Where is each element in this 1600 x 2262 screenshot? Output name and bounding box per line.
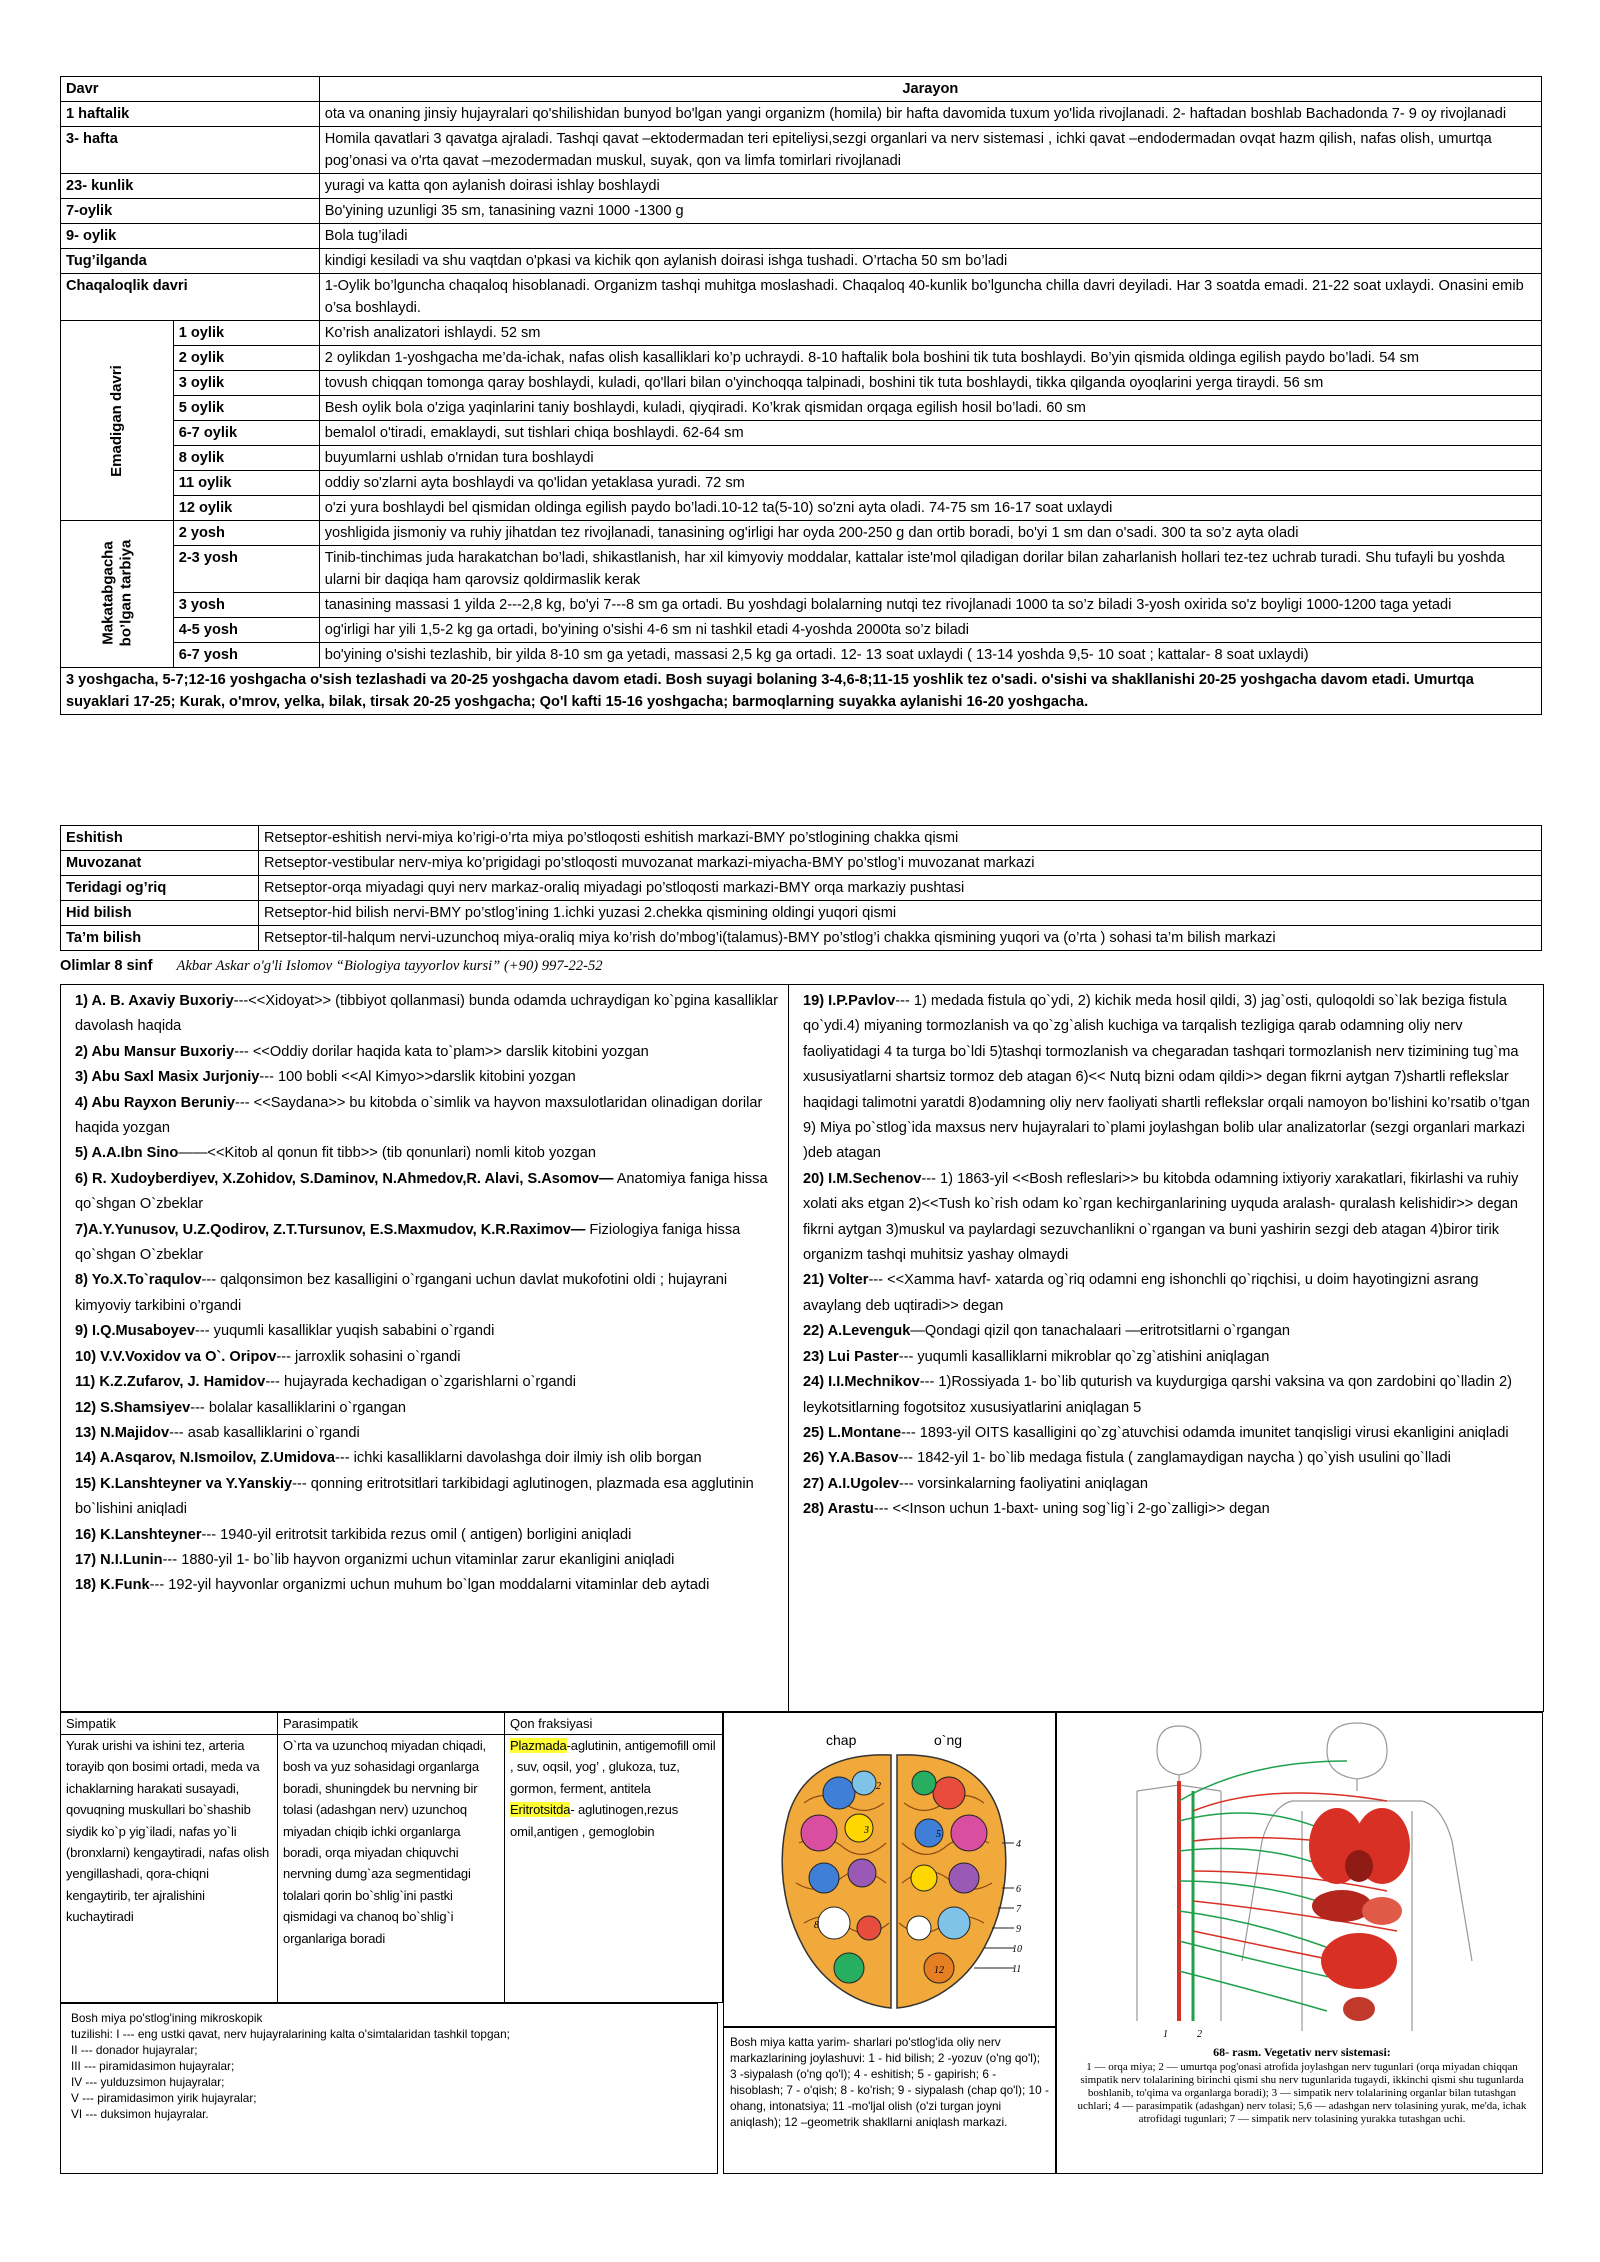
process-cell: 1-Oylik bo’lguncha chaqaloq hisoblanadi. Organizm tashqi muhitga moslashadi. Chaqaloq 40-kunlik bo’lguncha chilla davri deyiladi. Har 3 soatda emadi. 21-22 soat uxlaydi. Onasini emib o’sa boshlaydi. bbox=[319, 274, 1541, 321]
header-process: Jarayon bbox=[319, 77, 1541, 102]
scholar-contribution: --- asab kasalliklarini o`rgandi bbox=[169, 1424, 360, 1441]
scholar-contribution: --- jarroxlik sohasini o`rgandi bbox=[276, 1348, 461, 1365]
table-row bbox=[61, 346, 1542, 371]
preschool-period-label: Makatabgacha bo’lgan tarbiya bbox=[61, 521, 174, 668]
cortex-structure-box bbox=[60, 2003, 718, 2174]
scholar-entry bbox=[75, 1396, 779, 1421]
cortex-line: II --- donador hujayralar; bbox=[71, 2043, 198, 2057]
stomach-organ bbox=[1362, 1897, 1402, 1925]
analyzer-name: Ta’m bilish bbox=[61, 926, 259, 951]
scholars-left-column bbox=[75, 989, 779, 1599]
center-region bbox=[823, 1777, 855, 1809]
process-cell: Tinib-tinchimas juda harakatchan bo’ladi, shikastlanish, har xil kimyoviy moddalar, kattalar iste'mol qiladigan dorilar bilan zaharlanish hollari tez-tez uchrab turadi. Shu tufayli bu yoshda ularni bir daqiqa ham qarovsiz qoldirmaslik kerak bbox=[319, 546, 1541, 593]
process-cell: og'irligi har yili 1,5-2 kg ga ortadi, bo'yining o'sishi 4-6 sm ni tashkil etadi 4-yoshda 2000ta so’z biladi bbox=[319, 618, 1541, 643]
scholar-entry bbox=[75, 1040, 779, 1065]
center-region bbox=[949, 1863, 979, 1893]
scholar-entry bbox=[803, 1421, 1533, 1446]
region-number: 2 bbox=[876, 1781, 881, 1792]
scholar-name: 10) V.V.Voxidov va O`. Oripov bbox=[75, 1348, 277, 1365]
scholar-entry bbox=[75, 989, 779, 1040]
center-region bbox=[852, 1771, 876, 1795]
scholar-contribution: --- vorsinkalarning faoliyatini aniqlagan bbox=[898, 1475, 1149, 1492]
scholar-name: 2) Abu Mansur Buxoriy bbox=[75, 1043, 235, 1060]
table-row bbox=[61, 826, 1542, 851]
period-cell: Chaqaloqlik davri bbox=[61, 274, 320, 321]
region-number: 6 bbox=[1016, 1884, 1021, 1895]
scholar-name: 27) A.I.Ugolev bbox=[803, 1475, 899, 1492]
table-row bbox=[61, 593, 1542, 618]
center-region bbox=[912, 1771, 936, 1795]
scholar-contribution: --- 1) 1863-yil <<Bosh refleslari>> bu kitobda odamning ixtiyoriy xarakatlari, fikirlashi va ruhiy xolati aks etgan 2)<<Tush ko`rish odam ko`rgan kechirganlarining uyquda aralash- quralash kelishidir>> degan fikrni aytgan 3)muskul va paylardagi sezuvchanlikni o`rgangan va buni yashirin sezgi deb atagan 4)biror tirik organizm tashqi muhitsiz yashay olmaydi bbox=[803, 1170, 1519, 1264]
scholars-right-column bbox=[803, 989, 1533, 1523]
table-row bbox=[61, 851, 1542, 876]
scholar-entry bbox=[803, 1446, 1533, 1471]
center-region bbox=[809, 1863, 839, 1893]
scholar-name: 12) S.Shamsiyev bbox=[75, 1399, 191, 1416]
scholar-name: 11) K.Z.Zufarov, J. Hamidov bbox=[75, 1374, 266, 1391]
ns-number: 2 bbox=[1197, 2029, 1202, 2040]
scholar-contribution: --- 1)Rossiyada 1- bo`lib quturish va kuydurgiga qarshi vaksina va qon zardobini qo`lladin 2) leykotsitlarning fogotsitoz xususiyatlarini aniqlagan 5 bbox=[803, 1374, 1512, 1416]
scholar-name: 13) N.Majidov bbox=[75, 1424, 170, 1441]
region-number: 5 bbox=[936, 1829, 941, 1840]
process-cell: Homila qavatlari 3 qavatga ajraladi. Tashqi qavat –ektodermadan teri epiteliysi,sezgi organlari va nerv sistemasi , ichki qavat –endodermadan ovqat hazm qilish, nafas olish, umurtqa pog’onasi va o'rta qavat –mezodermadan muskul, suyak, qon va limfa tomirlari rivojlanadi bbox=[319, 127, 1541, 174]
scholar-name: 7)A.Y.Yunusov, U.Z.Qodirov, Z.T.Tursunov, E.S.Maxmudov, K.R.Raximov— bbox=[75, 1221, 586, 1238]
scholar-contribution: Fiziologiya faniga hissa qo`shgan O`zbeklar bbox=[75, 1221, 741, 1264]
table-row bbox=[61, 496, 1542, 521]
scholar-name: 26) Y.A.Basov bbox=[803, 1450, 899, 1467]
cortex-line: VI --- duksimon hujayralar. bbox=[71, 2107, 209, 2121]
nerve-blood-table bbox=[60, 1712, 723, 2003]
development-table bbox=[60, 76, 1542, 715]
center-region bbox=[857, 1916, 881, 1940]
scholar-contribution: --- 1880-yil 1- bo`lib hayvon organizmi uchun vitaminlar zarur ekanligini aniqladi bbox=[162, 1551, 675, 1568]
analyzer-name: Muvozanat bbox=[61, 851, 259, 876]
scholar-contribution: ——<<Kitob al qonun fit tibb>> (tib qonunlari) nomli kitob yozgan bbox=[178, 1145, 597, 1162]
period-cell: 2 yosh bbox=[173, 521, 319, 546]
scholar-contribution: --- 1940-yil eritrotsit tarkibida rezus omil ( antigen) borligini aniqladi bbox=[201, 1526, 632, 1543]
brain-cortex-illustration bbox=[764, 1723, 1024, 2018]
scholar-contribution: --- yuqumli kasalliklarni mikroblar qo`zg`atishini aniqlagan bbox=[898, 1348, 1270, 1365]
scholar-name: 6) R. Xudoyberdiyev, X.Zohidov, S.Daminov, N.Ahmedov,R. Alavi, S.Asomov— bbox=[75, 1170, 614, 1187]
scholar-contribution: --- <<Saydana>> bu kitobda o`simlik va hayvon maxsulotlaridan olinadigan dorilar haqida yozgan bbox=[75, 1094, 763, 1137]
table-row bbox=[61, 371, 1542, 396]
header-parasimpatik: Parasimpatik bbox=[278, 1713, 505, 1735]
vegetative-nervous-system-illustration bbox=[1097, 1721, 1507, 2041]
nerve-fibers bbox=[1179, 1761, 1347, 2011]
center-region bbox=[907, 1916, 931, 1940]
scholar-entry bbox=[75, 1446, 779, 1471]
scholar-entry bbox=[803, 1345, 1533, 1370]
scholar-contribution: --- <<Xamma havf- xatarda og`riq odamni eng ishonchli qo`riqchisi, u doim hayotingizni asrang avaylang deb uqtiradi>> degan bbox=[803, 1272, 1479, 1314]
scholar-entry bbox=[75, 1268, 779, 1319]
table-row bbox=[61, 546, 1542, 593]
table-row bbox=[61, 926, 1542, 951]
cortex-line: III --- piramidasimon hujayralar; bbox=[71, 2059, 235, 2073]
ns-figure-title: 68- rasm. Vegetativ nerv sistemasi: bbox=[1213, 2045, 1391, 2059]
scholar-contribution: --- yuqumli kasalliklar yuqish sababini o`rgandi bbox=[195, 1323, 495, 1340]
table-row bbox=[61, 901, 1542, 926]
process-cell: yuragi va katta qon aylanish doirasi ishlay boshlaydi bbox=[319, 174, 1541, 199]
scholar-contribution: --- 1) medada fistula qo`ydi, 2) kichik meda hosil qildi, 3) jag`osti, quloqoldi so`lak beziga fistula qo`ydi.4) miyaning tormozlanish va qo`zg`alish kuchiga va tarqalish tezligiga qarab odamning oliy nerv faoliyatidagi 4 ta turga bo`ldi 5)tashqi tormozlanish va chegaradan tashqari tormozlanish nerv tizimining tug`ma xususiyatlarni shartsiz tormoz deb atagan 6)<< Nutq bizni odam qildi>> degan fikrni aytgan 7)shartli reflekslar haqidagi talimotni yaratdi 8)odamning oliy nerv faoliyati shartli reflekslar orqali namoyon bo’lishini ko’rsatib o’tgan 9) Miya po`stlog`ida maxsus nerv hujayralari to`plami joylashgan bolib ular analizatorlar (sezgi organlari markazi )deb atagan bbox=[803, 993, 1530, 1162]
parasimpatik-text: O`rta va uzunchoq miyadan chiqadi, bosh va yuz sohasidagi organlarga boradi, shuningdek bu nervning bir tolasi (adashgan nerv) uzunchoq miyadan chiqib ichki organlarga boradi, orqa miyadan chiquvchi nervning dumg`aza segmentidagi tolalari qorin bo`shlig`ini pastki qismidagi va chanoq bo`shlig`i organlariga boradi bbox=[278, 1735, 505, 2003]
analyzer-path: Retseptor-orqa miyadagi quyi nerv markaz-oraliq miyadagi po’stloqosti markazi-BMY orqa markaziy pushtasi bbox=[259, 876, 1542, 901]
scholar-entry bbox=[75, 1345, 779, 1370]
process-cell: Ko’rish analizatori ishlaydi. 52 sm bbox=[319, 321, 1541, 346]
scholar-entry bbox=[75, 1218, 779, 1269]
table-row bbox=[61, 421, 1542, 446]
table-row bbox=[61, 274, 1542, 321]
growth-summary: 3 yoshgacha, 5-7;12-16 yoshgacha o'sish tezlashadi va 20-25 yoshgacha davom etadi. Bosh suyagi bolaning 3-4,6-8;11-15 yoshlik tez o'sadi. o'sishi va shakllanishi 20-25 yoshgacha davom etadi. Umurtqa suyaklari 17-25; Kurak, o'mrov, yelka, bilak, tirsak 20-25 yoshgacha; Qo'l kafti 15-16 yoshgacha; barmoqlarning suyakka aylanishi 16-20 yoshgacha. bbox=[61, 668, 1542, 715]
process-cell: tanasining massasi 1 yilda 2---2,8 kg, bo'yi 7---8 sm ga ortadi. Bu yoshdagi bolalarning nutqi tez rivojlanadi 1000 ta so’z biladi 3-yosh oxirida so'z boyligi 1000-1200 taga yetadi bbox=[319, 593, 1541, 618]
scholar-entry bbox=[75, 1421, 779, 1446]
scholar-name: 8) Yo.X.To`raqulov bbox=[75, 1272, 202, 1289]
scholars-box bbox=[60, 984, 1544, 1712]
scholar-contribution: --- ichki kasalliklarni davolashga doir ilmiy ish olib borgan bbox=[335, 1450, 702, 1467]
scholar-name: 25) L.Montane bbox=[803, 1424, 902, 1441]
header-blood-fractions: Qon fraksiyasi bbox=[505, 1713, 723, 1735]
scholar-name: 20) I.M.Sechenov bbox=[803, 1170, 922, 1187]
scholar-entry bbox=[803, 1472, 1533, 1497]
period-cell: 2 oylik bbox=[173, 346, 319, 371]
table-row bbox=[61, 321, 1542, 346]
scholars-title: Olimlar 8 sinf bbox=[60, 958, 153, 974]
scholar-contribution: Anatomiya faniga hissa qo`shgan O`zbeklar bbox=[75, 1170, 768, 1213]
period-cell: 4-5 yosh bbox=[173, 618, 319, 643]
period-cell: 9- oylik bbox=[61, 224, 320, 249]
scholar-name: 17) N.I.Lunin bbox=[75, 1551, 163, 1568]
period-cell: 7-oylik bbox=[61, 199, 320, 224]
analyzer-name: Eshitish bbox=[61, 826, 259, 851]
table-row bbox=[61, 618, 1542, 643]
region-number: 12 bbox=[934, 1965, 944, 1976]
center-region bbox=[938, 1907, 970, 1939]
process-cell: Besh oylik bola o'ziga yaqinlarini taniy boshlaydi, kuladi, qiyqiradi. Ko’krak qismidan orqaga egilish hosil bo’ladi. 60 sm bbox=[319, 396, 1541, 421]
scholar-name: 1) A. B. Axaviy Buxoriy bbox=[75, 993, 234, 1009]
period-cell: 11 oylik bbox=[173, 471, 319, 496]
column-divider bbox=[788, 985, 789, 1711]
scholar-entry bbox=[75, 1573, 779, 1598]
process-cell: 2 oylikdan 1-yoshgacha me’da-ichak, nafas olish kasalliklari ko’p uchraydi. 8-10 haftalik bola boshini tik tuta boshlaydi. Bo’yin qismida oldinga egilish paydo bo’ladi. 54 sm bbox=[319, 346, 1541, 371]
cortex-title: Bosh miya po'stlog'ining mikroskopik bbox=[71, 2011, 263, 2025]
process-cell: tovush chiqqan tomonga qaray boshlaydi, kuladi, qo'llari bilan o'yinchoqqa talpinadi, boshini tik tuta boshlaydi, tikka qilganda oyoqlarini yerga tiraydi. 56 sm bbox=[319, 371, 1541, 396]
scholar-name: 9) I.Q.Musaboyev bbox=[75, 1323, 196, 1340]
table-row bbox=[61, 521, 1542, 546]
scholar-entry bbox=[75, 1091, 779, 1142]
table-row bbox=[61, 396, 1542, 421]
plasma-highlight: Plazmada bbox=[510, 1738, 567, 1753]
scholar-entry bbox=[803, 1167, 1533, 1269]
period-cell: 6-7 oylik bbox=[173, 421, 319, 446]
scholar-entry bbox=[803, 989, 1533, 1167]
erythrocyte-text: - aglutinogen,rezus omil,antigen , gemoglobin bbox=[510, 1802, 679, 1839]
period-cell: 23- kunlik bbox=[61, 174, 320, 199]
scholar-contribution: --- qonning eritrotsitlari tarkibidagi aglutinogen, plazmada esa agglutinin bo`lishini aniqladi bbox=[75, 1475, 754, 1518]
scholar-entry bbox=[75, 1472, 779, 1523]
period-cell: 3 yosh bbox=[173, 593, 319, 618]
table-row bbox=[61, 471, 1542, 496]
table-header-row bbox=[61, 1713, 723, 1735]
period-cell: 3 oylik bbox=[173, 371, 319, 396]
period-cell: 6-7 yosh bbox=[173, 643, 319, 668]
scholar-entry bbox=[75, 1370, 779, 1395]
process-cell: o'zi yura boshlaydi bel qismidan oldinga egilish paydo bo’ladi.10-12 ta(5-10) so'zni ayta oladi. 74-75 sm 16-17 soat uxlaydi bbox=[319, 496, 1541, 521]
analyzer-path: Retseptor-til-halqum nervi-uzunchoq miya-oraliq miya ko’rish do’mbog’i(talamus)-BMY po’stlog’i chakka qismining yuqori va (o’rta ) sohasi ta’m bilish markazi bbox=[259, 926, 1542, 951]
brain-figure-caption: Bosh miya katta yarim- sharlari po'stlog'ida oliy nerv markazlarining joylashuvi: 1 - hid bilish; 2 -yozuv (o'ng qo'l); 3 -siypalash (o'ng qo'l); 4 - eshitish; 5 - gapirish; 6 -hisoblash; 7 - o'qish; 8 - ko'rish; 9 - siypalash (chap qo'l); 10 -ohang, intonatsiya; 11 -mo'ljal olish (o'zi turgan joyni aniqlash); 12 –geometrik shakllarni aniqlash markazi. bbox=[723, 2027, 1056, 2174]
period-cell: Tug’ilganda bbox=[61, 249, 320, 274]
scholar-contribution: --- hujayrada kechadigan o`zgarishlarni o`rgandi bbox=[265, 1374, 576, 1391]
scholar-entry bbox=[803, 1268, 1533, 1319]
nursing-period-label: Emadigan davri bbox=[61, 321, 174, 521]
brain-figure-panel bbox=[723, 1712, 1056, 2027]
scholar-contribution: --- 192-yil hayvonlar organizmi uchun muhum bo`lgan moddalarni vitaminlar deb aytadi bbox=[149, 1577, 710, 1594]
process-cell: bo'yining o'sishi tezlashib, bir yilda 8-10 sm ga yetadi, massasi 2,5 kg ga ortadi. 12- 13 soat uxlaydi ( 13-14 yoshda 9,5- 10 soat ; kattalar- 8 soat uxlaydi) bbox=[319, 643, 1541, 668]
scholar-name: 15) K.Lanshteyner va Y.Yanskiy bbox=[75, 1475, 293, 1492]
plasma-text: -aglutinin, antigemofill omil , suv, oqsil, yog’ , glukoza, tuz, gormon, ferment, antitela bbox=[510, 1738, 716, 1796]
summary-row bbox=[61, 668, 1542, 715]
process-cell: oddiy so'zlarni ayta boshlaydi va qo'lidan yetaklasa yuradi. 72 sm bbox=[319, 471, 1541, 496]
scholar-name: 28) Arastu bbox=[803, 1501, 874, 1518]
erythrocyte-highlight: Eritrotsitda bbox=[510, 1802, 571, 1818]
table-row bbox=[61, 446, 1542, 471]
scholar-name: 22) A.Levenguk bbox=[803, 1323, 911, 1340]
process-cell: Bola tug’iladi bbox=[319, 224, 1541, 249]
analyzer-path: Retseptor-hid bilish nervi-BMY po’stlog’ining 1.ichki yuzasi 2.chekka qismining oldingi yuqori qismi bbox=[259, 901, 1542, 926]
period-cell: 2-3 yosh bbox=[173, 546, 319, 593]
table-row bbox=[61, 643, 1542, 668]
ns-figure-caption-text: 1 — orqa miya; 2 — umurtqa pog'onasi atrofida joylashgan nerv tugunlari (orqa miyadan chiqqan simpatik nerv tolalarining birinchi qismi shu nerv tugunlarida tugaydi, ikkinchi qismi shu tugunlarda boshlanib, to'qima va organlarga boradi); 3 — simpatik nerv tolalarining organlar bilan tutashgan uchlari; 4 — parasimpatik (adashgan) nerv tolasi; 5,6 — adashgan nerv tolasining yurak, me'da, ichak atrofidagi tugunlari; 7 — simpatik nerv tolasining yurakka tutashgan uchi. bbox=[1077, 2061, 1527, 2125]
scholar-contribution: —Qondagi qizil qon tanachalaari —eritrotsitlarni o`rgangan bbox=[910, 1323, 1290, 1340]
center-region bbox=[818, 1907, 850, 1939]
table-row bbox=[61, 249, 1542, 274]
left-hemisphere-label: chap bbox=[826, 1732, 857, 1748]
period-cell: 3- hafta bbox=[61, 127, 320, 174]
liver-organ bbox=[1312, 1890, 1372, 1922]
table-row bbox=[61, 174, 1542, 199]
period-cell: 8 oylik bbox=[173, 446, 319, 471]
process-cell: ota va onaning jinsiy hujayralari qo'shilishidan bunyod bo'lgan yangi organizm (homila) bir hafta davomida tuxum yo'lida rivojlanadi. 2- haftadan boshlab Bachadonda 7- 9 oy rivojlanadi bbox=[319, 102, 1541, 127]
scholar-contribution: --- 100 bobli <<Al Kimyo>>darslik kitobini yozgan bbox=[259, 1069, 576, 1086]
right-hemisphere-label: o`ng bbox=[934, 1732, 963, 1748]
period-cell: 1 oylik bbox=[173, 321, 319, 346]
center-region bbox=[933, 1777, 965, 1809]
scholar-contribution: --- <<Inson uchun 1-baxt- uning sog`lig`i 2-go`zalligi>> degan bbox=[873, 1501, 1270, 1518]
process-cell: buyumlarni ushlab o'rnidan tura boshlaydi bbox=[319, 446, 1541, 471]
process-cell: kindigi kesiladi va shu vaqtdan o'pkasi va kichik qon aylanish doirasi ishga tushadi. O’rtacha 50 sm bo’ladi bbox=[319, 249, 1541, 274]
analyzer-name: Hid bilish bbox=[61, 901, 259, 926]
center-region bbox=[801, 1815, 837, 1851]
table-row bbox=[61, 199, 1542, 224]
simpatik-text: Yurak urishi va ishini tez, arteria torayib qon bosimi ortadi, meda va ichaklarning harakati susayadi, qovuqning muskullari bo`shashib siydik ko`p yig`iladi, nafas yo`li (bronxlarni) kengaytiradi, nafas olish yengillashadi, qora-chiqni kengaytirib, ter ajralishini kuchaytiradi bbox=[61, 1735, 278, 2003]
scholar-entry bbox=[75, 1167, 779, 1218]
table-row bbox=[61, 127, 1542, 174]
header-period: Davr bbox=[61, 77, 320, 102]
scholar-entry bbox=[803, 1497, 1533, 1522]
scholar-entry bbox=[75, 1065, 779, 1090]
scholar-name: 16) K.Lanshteyner bbox=[75, 1526, 202, 1543]
process-cell: bemalol o'tiradi, emaklaydi, sut tishlari chiqa boshlaydi. 62-64 sm bbox=[319, 421, 1541, 446]
scholar-entry bbox=[803, 1370, 1533, 1421]
region-number: 9 bbox=[1016, 1924, 1021, 1935]
cortex-line: V --- piramidasimon yirik hujayralar; bbox=[71, 2091, 257, 2105]
scholar-entry bbox=[803, 1319, 1533, 1344]
scholar-entry bbox=[75, 1523, 779, 1548]
scholar-name: 4) Abu Rayxon Beruniy bbox=[75, 1094, 236, 1111]
heart-organ bbox=[1345, 1850, 1373, 1882]
period-cell: 1 haftalik bbox=[61, 102, 320, 127]
ns-figure-caption bbox=[1077, 2046, 1527, 2126]
table-header-row bbox=[61, 77, 1542, 102]
scholar-contribution: --- 1842-yil 1- bo`lib medaga fistula ( zanglamaydigan naycha ) qo`yish usulini qo`lladi bbox=[898, 1450, 1451, 1467]
cortex-line: IV --- yulduzsimon hujayralar; bbox=[71, 2075, 225, 2089]
scholar-name: 18) K.Funk bbox=[75, 1577, 150, 1594]
scholar-contribution: --- <<Oddiy dorilar haqida kata to`plam>> darslik kitobini yozgan bbox=[234, 1043, 649, 1060]
table-row bbox=[61, 224, 1542, 249]
table-row bbox=[61, 102, 1542, 127]
scholar-contribution: ---<<Xidoyat>> (tibbiyot qollanmasi) bunda odamda uchraydigan ko`pgina kasalliklar davolash haqida bbox=[75, 993, 779, 1035]
intestine-organ bbox=[1321, 1933, 1397, 1989]
scholar-entry bbox=[75, 1141, 779, 1166]
cortex-line: tuzilishi: I --- eng ustki qavat, nerv hujayralarining kalta o'simtalaridan tashkil topgan; bbox=[71, 2027, 510, 2041]
header-simpatik: Simpatik bbox=[61, 1713, 278, 1735]
scholar-name: 3) Abu Saxl Masix Jurjoniy bbox=[75, 1069, 260, 1086]
analyzer-table bbox=[60, 825, 1542, 951]
scholar-name: 5) A.A.Ibn Sino bbox=[75, 1145, 179, 1162]
ns-number: 1 bbox=[1163, 2029, 1168, 2040]
process-cell: Bo'yining uzunligi 35 sm, tanasining vazni 1000 -1300 g bbox=[319, 199, 1541, 224]
analyzer-path: Retseptor-vestibular nerv-miya ko’prigidagi po’stloqosti muvozanat markazi-miyacha-BMY po’stlog’i muvozanat markazi bbox=[259, 851, 1542, 876]
center-region bbox=[911, 1865, 937, 1891]
region-number: 10 bbox=[1012, 1944, 1022, 1955]
scholar-contribution: --- bolalar kasalliklarini o`rgangan bbox=[190, 1399, 406, 1416]
nervous-system-figure-panel bbox=[1056, 1712, 1543, 2174]
region-number: 8 bbox=[814, 1920, 819, 1931]
process-cell: yoshligida jismoniy va ruhiy jihatdan tez rivojlanadi, tanasining og'irligi har oyda 200-250 g dan ortib boradi, bo'yi 1 sm dan o'sadi. 300 ta so’z ayta oladi bbox=[319, 521, 1541, 546]
period-cell: 12 oylik bbox=[173, 496, 319, 521]
center-region bbox=[848, 1859, 876, 1887]
period-cell: 5 oylik bbox=[173, 396, 319, 421]
scholar-entry bbox=[75, 1319, 779, 1344]
scholar-name: 23) Lui Paster bbox=[803, 1348, 899, 1365]
center-region bbox=[834, 1953, 864, 1983]
scholars-section-header bbox=[60, 958, 603, 975]
scholar-name: 21) Volter bbox=[803, 1272, 869, 1289]
analyzer-name: Teridagi og’riq bbox=[61, 876, 259, 901]
scholar-name: 24) I.I.Mechnikov bbox=[803, 1374, 920, 1391]
scholar-contribution: --- 1893-yil OITS kasalligini qo`zg`atuvchisi odamda imunitet tanqisligi virusi ekanligini aniqladi bbox=[901, 1424, 1509, 1441]
region-number: 3 bbox=[864, 1825, 869, 1836]
author-citation: Akbar Askar o'g'li Islomov “Biologiya tayyorlov kursi” (+90) 997-22-52 bbox=[176, 958, 603, 974]
region-number: 11 bbox=[1012, 1964, 1022, 1975]
table-row bbox=[61, 876, 1542, 901]
analyzer-path: Retseptor-eshitish nervi-miya ko’rigi-o’rta miya po’stloqosti eshitish markazi-BMY po’stlogining chakka qismi bbox=[259, 826, 1542, 851]
scholar-name: 14) A.Asqarov, N.Ismoilov, Z.Umidova bbox=[75, 1450, 336, 1467]
scholar-name: 19) I.P.Pavlov bbox=[803, 993, 896, 1009]
scholar-contribution: --- qalqonsimon bez kasalligini o`rgangani uchun davlat mukofotini oldi ; hujayrani kimyoviy tarkibini o’rgandi bbox=[75, 1272, 728, 1314]
center-region bbox=[951, 1815, 987, 1851]
blood-fractions-cell bbox=[505, 1735, 723, 2003]
scholar-entry bbox=[75, 1548, 779, 1573]
region-number: 7 bbox=[1016, 1904, 1021, 1915]
bladder-organ bbox=[1343, 1997, 1375, 2021]
region-number: 4 bbox=[1016, 1839, 1021, 1850]
table-row bbox=[61, 1735, 723, 2003]
